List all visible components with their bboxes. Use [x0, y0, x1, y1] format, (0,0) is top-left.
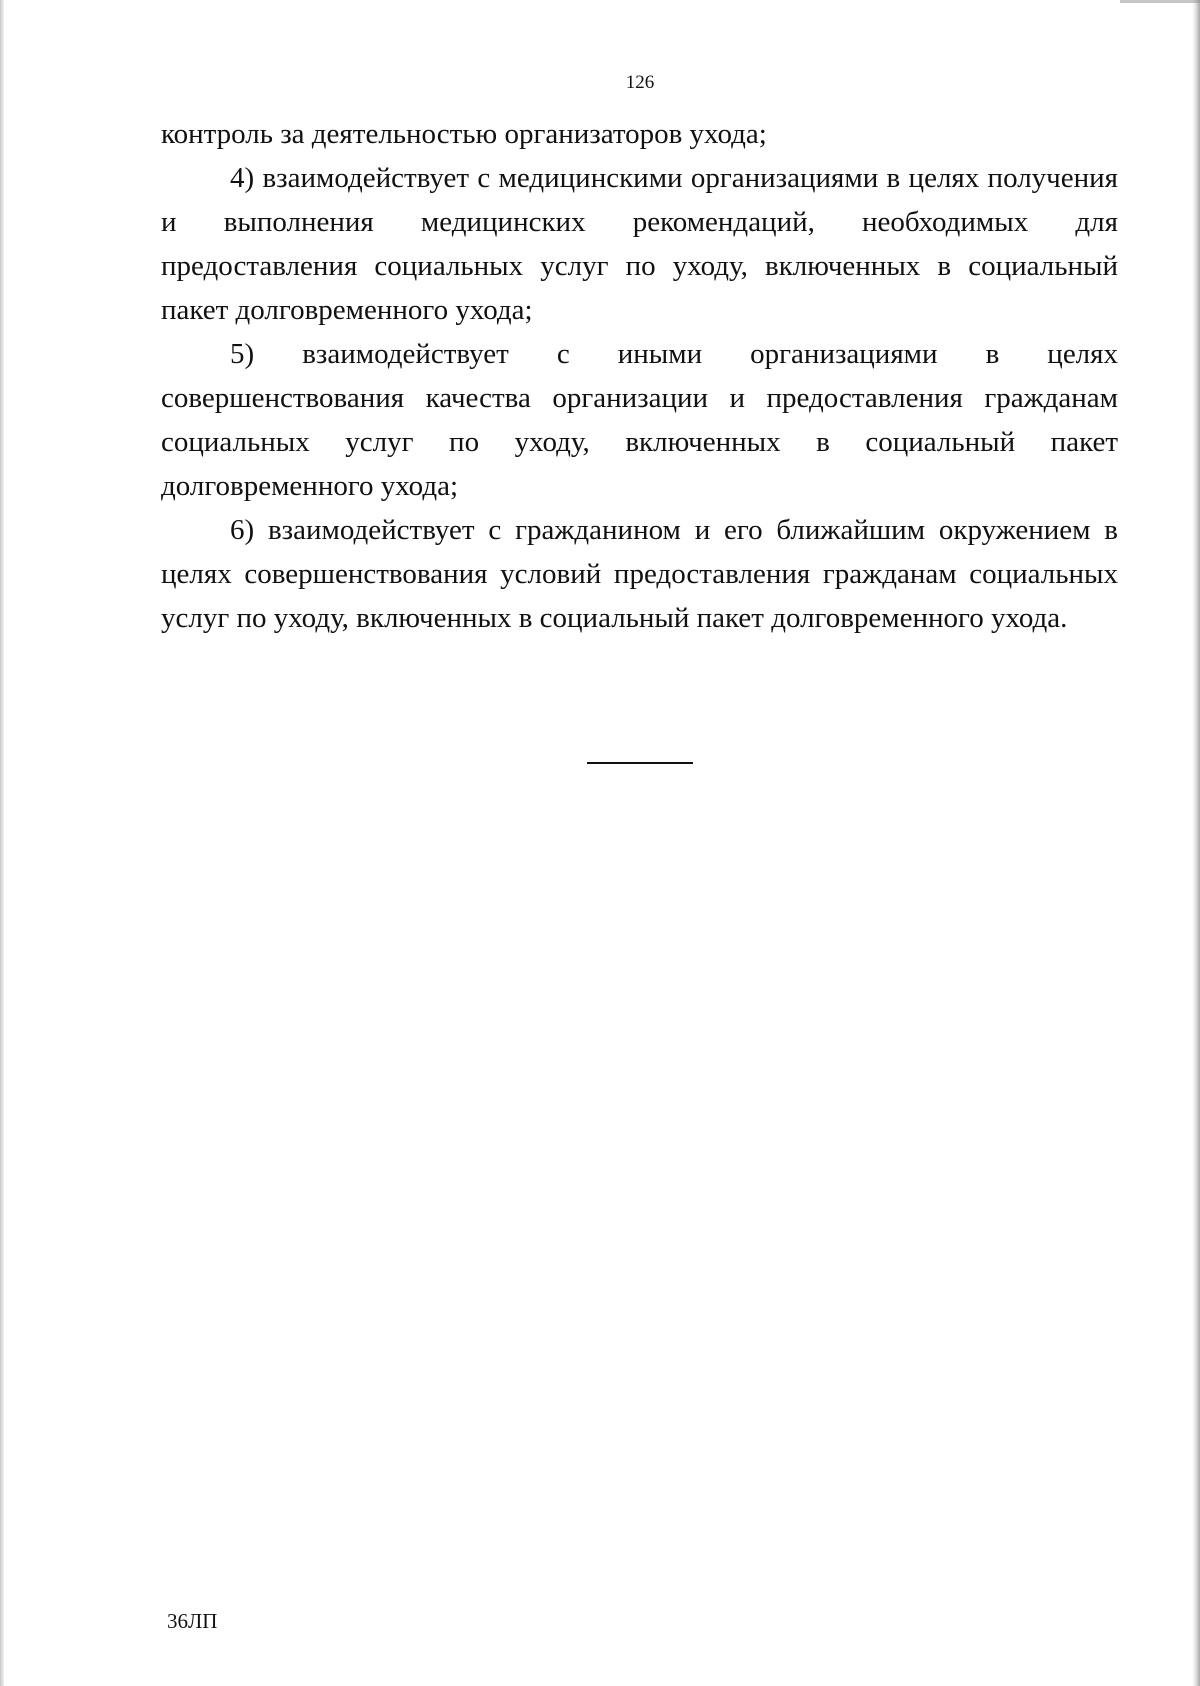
document-body	[161, 112, 1118, 640]
scan-edge-right	[1192, 0, 1200, 1686]
footer-document-code: 36ЛП	[167, 1609, 218, 1633]
paragraph: 5) взаимодействует с иными организациями в целях совершенствования качества организации и предоставления гражданам социальных услуг по уходу, включенных в социальный пакет долговременного ухода;	[161, 338, 1118, 502]
scan-edge-top	[1120, 0, 1200, 3]
end-of-text-rule	[587, 762, 693, 764]
paragraph: 6) взаимодействует с гражданином и его ближайшим окружением в целях совершенствования условий предоставления гражданам социальных услуг по уходу, включенных в социальный пакет долговременного ухода.	[161, 514, 1118, 634]
paragraph: контроль за деятельностью организаторов ухода;	[161, 118, 767, 150]
paragraph: 4) взаимодействует с медицинскими организациями в целях получения и выполнения медицинских рекомендаций, необходимых для предоставления социальных услуг по уходу, включенных в социальный пакет долговременного ухода;	[161, 162, 1118, 326]
page-number: 126	[625, 72, 655, 93]
scan-edge-left	[0, 0, 4, 1686]
